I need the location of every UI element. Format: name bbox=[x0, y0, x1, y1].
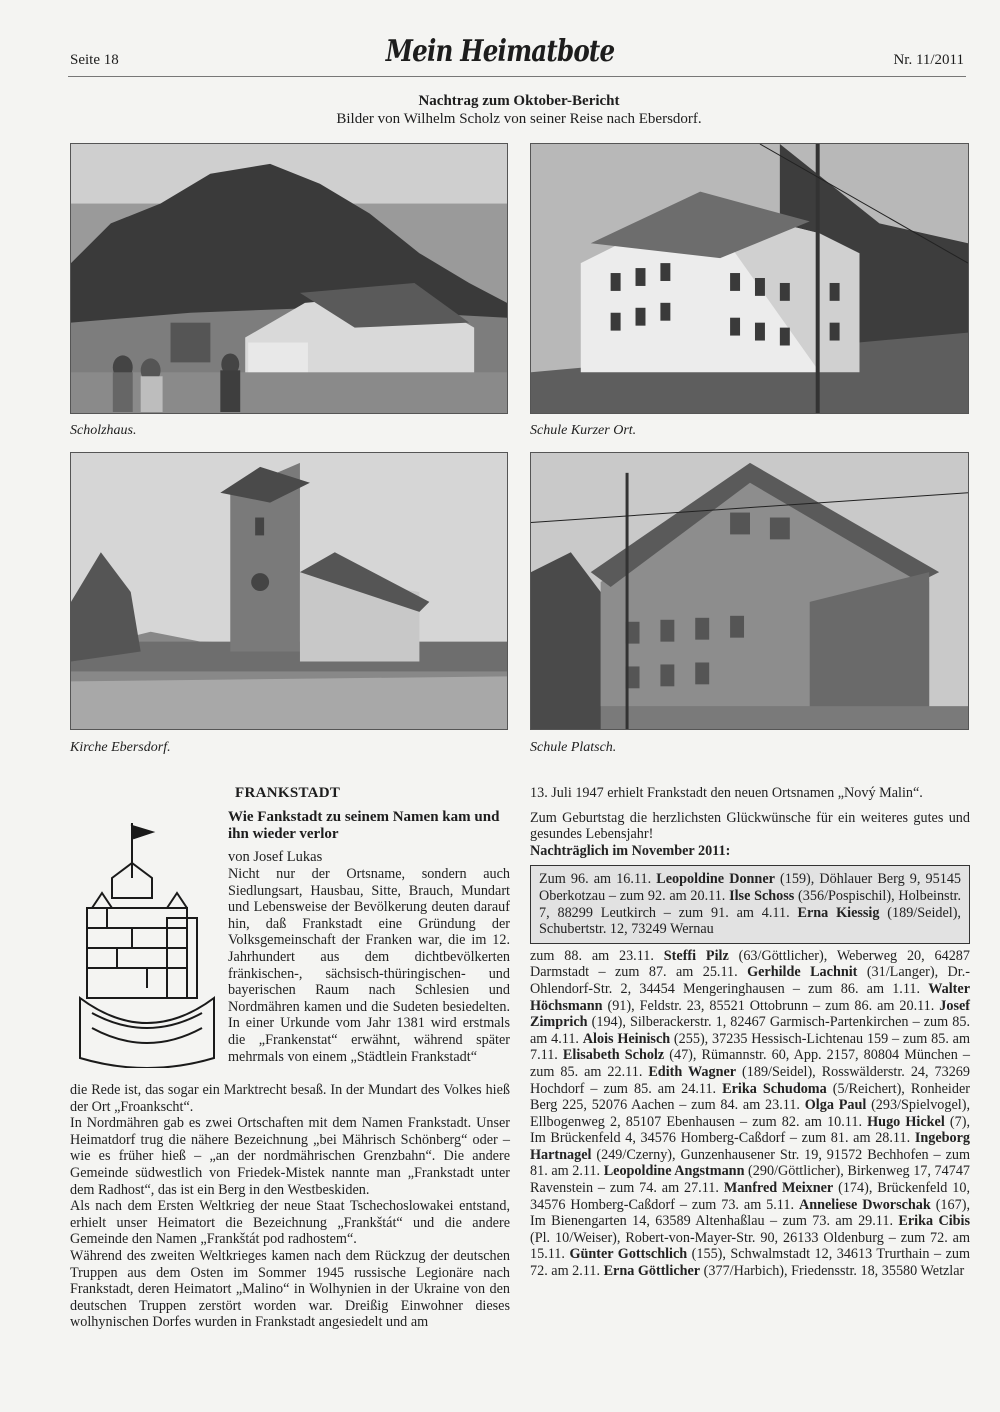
birthday-name: Josef Zimprich bbox=[530, 997, 970, 1031]
article-intro-text: Nicht nur der Ortsname, sondern auch Siedlungsart, Hausbau, Sitte, Brauch, Mundart und Lebensweise der Bevölkerung deuten darauf hin, daß Frankstadt eine Gründung der Volksgemeinschaft der Franken war, die im 12. Jahrhundert aus dem dichtbevölkerten fränkischen-, sächsisch-thüringischen- und bayerischen Raum nach Schlesien und Nordmähren kamen und die Sudeten besiedelten. In einer Urkunde vom Jahr 1381 wird erstmals die „Frankenstat“ erwähnt, während später mehrmals von einem „Städtlein Frankstadt“ bbox=[228, 866, 510, 1065]
article-body bbox=[70, 1082, 510, 1331]
birthday-name: Erika Cibis bbox=[898, 1213, 970, 1230]
header-rule bbox=[68, 76, 966, 77]
birthday-detail: (174), Brückenfeld 10, 34576 Homberg-Caßdorf – zum 73. am 5.11. bbox=[530, 1180, 970, 1213]
article-continuation: 13. Juli 1947 erhielt Frankstadt den neuen Ortsnamen „Nový Malin“. bbox=[530, 785, 923, 801]
birthday-boxed-list bbox=[530, 865, 970, 943]
birthday-name: Alois Heinisch bbox=[582, 1030, 671, 1047]
caption-kirche-ebersdorf: Kirche Ebersdorf. bbox=[70, 740, 171, 755]
birthday-detail: (356/Pospischil), Holbeinstr. 7, 88299 Leutkirch – zum 91. am 4.11. bbox=[539, 887, 962, 921]
article-paragraph: Während des zweiten Weltkrieges kamen nach dem Rückzug der deutschen Truppen aus dem Osten im Sommer 1945 russische Legionäre nach Frankstadt, deren Heimatort „Malino“ in Wolhynien in der Ukraine von den deutschen Truppen zerstört worden war. Dreißig Einwohner dieses wolhynischen Dorfes wurden in Frankstadt angesiedelt und am bbox=[70, 1247, 510, 1331]
birthday-name: Gerhilde Lachnit bbox=[747, 964, 858, 981]
birthday-name: Leopoldine Angstmann bbox=[603, 1163, 745, 1180]
birthday-name: Elisabeth Scholz bbox=[562, 1047, 665, 1064]
birthday-name: Erna Göttlicher bbox=[603, 1263, 701, 1280]
birthday-detail: (7), Im Brückenfeld 4, 34576 Homberg-Caßdorf – zum 81. am 28.11. bbox=[530, 1113, 970, 1147]
birthday-intro: Zum Geburtstag die herzlichsten Glückwünsche für ein weiteres gutes und gesundes Lebensjahr! bbox=[530, 809, 970, 843]
birthday-name: Günter Gottschlich bbox=[569, 1246, 688, 1263]
photo-kirche-ebersdorf bbox=[70, 452, 508, 730]
birthday-detail: Zum 96. am 16.11. bbox=[539, 871, 657, 888]
photo-scholzhaus bbox=[70, 143, 508, 414]
birthday-detail: zum 88. am 23.11. bbox=[530, 947, 664, 964]
article-paragraph: die Rede ist, das sogar ein Marktrecht besaß. In der Mundart des Volkes hieß der Ort „Froankscht“. bbox=[70, 1082, 510, 1115]
birthday-name: Hugo Hickel bbox=[867, 1113, 945, 1130]
birthday-detail: (47), Rümannstr. 60, App. 2157, 80804 München – zum 85. am 22.11. bbox=[530, 1047, 970, 1080]
photo-section-subtitle: Bilder von Wilhelm Scholz von seiner Reise nach Ebersdorf. bbox=[336, 111, 702, 127]
right-column bbox=[530, 785, 970, 1280]
birthday-name: Erika Schudoma bbox=[722, 1080, 827, 1097]
birthday-detail: (194), Silberackerstr. 1, 82467 Garmisch-Partenkirchen – zum 85. am 4.11. bbox=[530, 1014, 970, 1047]
birthday-name: Ilse Schoss bbox=[729, 887, 795, 904]
birthday-name: Ingeborg Hartnagel bbox=[530, 1130, 970, 1163]
birthday-detail: (159), Döhlauer Berg 9, 95145 Oberkotzau – zum 92. am 20.11. bbox=[539, 871, 962, 904]
birthday-name: Leopoldine Donner bbox=[656, 871, 775, 888]
birthday-name: Edith Wagner bbox=[648, 1063, 737, 1080]
article-author: von Josef Lukas bbox=[228, 849, 323, 865]
birthday-name: Walter Höchsmann bbox=[530, 980, 970, 1014]
caption-schule-platsch: Schule Platsch. bbox=[530, 740, 617, 755]
birthday-detail: (Pl. 10/Weiser), Robert-von-Mayer-Str. 90, 26133 Oldenburg – zum 72. am 15.11. bbox=[530, 1229, 970, 1263]
photo-section-title bbox=[70, 92, 968, 128]
birthday-detail: (377/Harbich), Friedensstr. 18, 35580 Wetzlar bbox=[700, 1263, 965, 1280]
birthday-name: Erna Kiessig bbox=[797, 904, 880, 921]
birthday-detail: (189/Seidel), Schubertstr. 12, 73249 Wernau bbox=[539, 904, 961, 938]
article-section-title: FRANKSTADT bbox=[235, 785, 341, 801]
article-subhead: Wie Fankstadt zu seinem Namen kam und ihn wieder verlor bbox=[228, 809, 500, 842]
birthday-name: Anneliese Dworschak bbox=[798, 1196, 931, 1213]
birthday-heading: Nachträglich im November 2011: bbox=[530, 842, 731, 859]
birthday-detail: (63/Göttlicher), Weberweg 20, 64287 Darmstadt – zum 87. am 25.11. bbox=[530, 947, 970, 981]
caption-scholzhaus: Scholzhaus. bbox=[70, 423, 137, 438]
birthday-detail: (5/Reichert), Ronheider Berg 225, 52076 Aachen – zum 84. am 23.11. bbox=[530, 1080, 970, 1114]
birthday-detail: (293/Spielvogel), Ellbogenweg 2, 85107 Ebenhausen – zum 82. am 10.11. bbox=[530, 1097, 970, 1130]
birthday-detail: (255), 37235 Hessisch-Lichtenau 159 – zum 85. am 7.11. bbox=[530, 1030, 970, 1064]
article-paragraph: In Nordmähren gab es zwei Ortschaften mit dem Namen Frankstadt. Unser Heimatdorf trug die nähere Bezeichnung „bei Mährisch Schönberg“ oder – wie es früher hieß – „an der nordmährischen Grenzbahn“. Die andere Gemeinde südwestlich von Friedek-Mistek nannte man „Frankstadt unter dem Radhost“, das ist ein Berg in den Westbeskiden. bbox=[70, 1115, 510, 1198]
masthead-title: Mein Heimatbote bbox=[385, 34, 615, 69]
birthday-detail: (31/Langer), Dr.-Ohlendorf-Str. 2, 34454 Mengeringhausen – zum 86. am 1.11. bbox=[530, 964, 970, 997]
birthday-detail: (290/Göttlicher), Birkenweg 17, 74747 Ravenstein – zum 74. am 27.11. bbox=[530, 1163, 971, 1197]
birthday-name: Steffi Pilz bbox=[663, 947, 729, 964]
birthday-name: Manfred Meixner bbox=[723, 1180, 834, 1197]
birthday-detail: (167), Im Bienengarten 14, 63589 Altenhaßlau – zum 73. am 29.11. bbox=[530, 1196, 970, 1230]
page-number: Seite 18 bbox=[70, 52, 119, 68]
photo-schule-platsch bbox=[530, 452, 969, 730]
birthday-detail: (249/Czerny), Gunzenhausener Str. 19, 91572 Bechhofen – zum 81. am 2.11. bbox=[530, 1146, 970, 1180]
photo-schule-kurzer-ort bbox=[530, 143, 969, 414]
town-emblem-drawing bbox=[72, 818, 222, 1068]
birthday-list bbox=[530, 948, 970, 1280]
birthday-detail: (155), Schwalmstadt 12, 34613 Trurthain – zum 72. am 2.11. bbox=[530, 1246, 970, 1280]
birthday-detail: (189/Seidel), Rosswälderstr. 24, 73269 Hochdorf – zum 85. am 24.11. bbox=[530, 1063, 970, 1097]
photo-section-heading: Nachtrag zum Oktober-Bericht bbox=[418, 93, 620, 109]
caption-schule-kurzer-ort: Schule Kurzer Ort. bbox=[530, 423, 637, 438]
issue-number: Nr. 11/2011 bbox=[893, 52, 964, 68]
birthday-name: Olga Paul bbox=[804, 1097, 867, 1114]
article-paragraph: Als nach dem Ersten Weltkrieg der neue Staat Tschechoslowakei entstand, erhielt unser Heimatort die Bezeichnung „Frankštát“ und die andere Gemeinde den Namen „Frankštát pod radhostem“. bbox=[70, 1198, 510, 1248]
birthday-detail: (91), Feldstr. 23, 85521 Ottobrunn – zum 86. am 20.11. bbox=[602, 997, 940, 1014]
